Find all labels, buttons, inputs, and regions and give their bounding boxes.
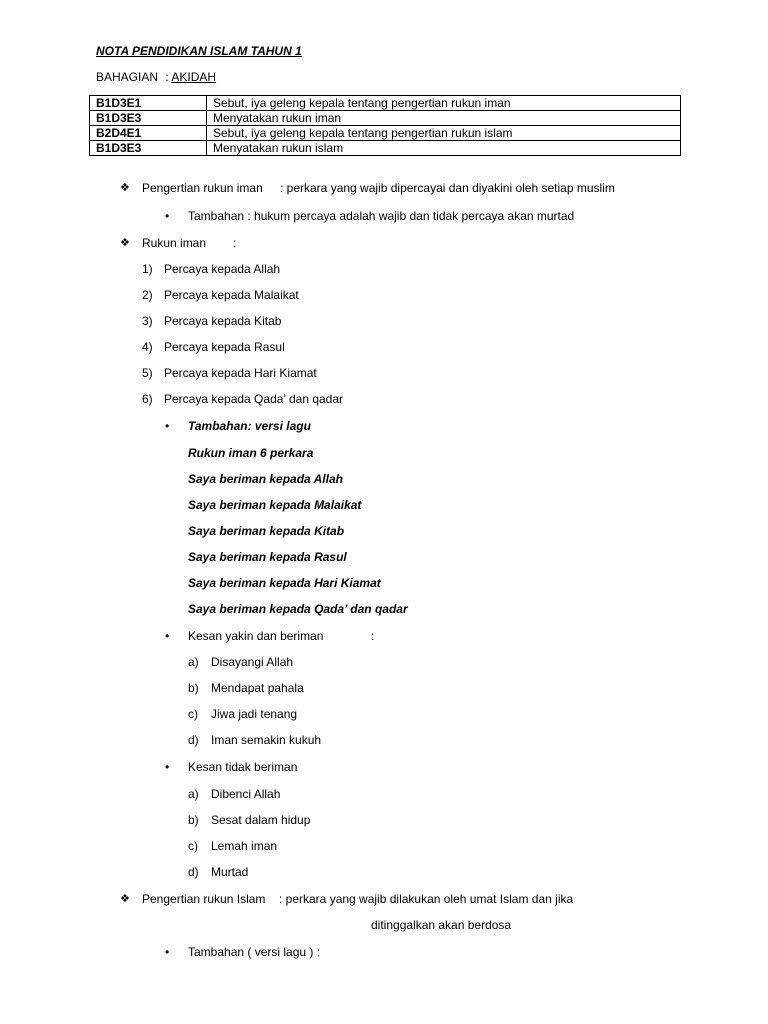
table-row xyxy=(90,96,681,111)
page-title: NOTA PENDIDIKAN ISLAM TAHUN 1 xyxy=(96,44,302,58)
list-letter: b) xyxy=(188,681,199,695)
list-number: 6) xyxy=(142,392,153,406)
standard-desc: Sebut, iya geleng kepala tentang pengertian rukun islam xyxy=(207,126,681,141)
diamond-bullet-icon: ❖ xyxy=(120,182,130,194)
pengertian-iman-tambahan: Tambahan : hukum percaya adalah wajib dan tidak percaya akan murtad xyxy=(188,209,575,223)
kesan-tidak-label: Kesan tidak beriman xyxy=(188,760,298,774)
lagu-line: Saya beriman kepada Allah xyxy=(188,472,343,486)
list-item: Lemah iman xyxy=(211,839,278,853)
lagu-line: Saya beriman kepada Rasul xyxy=(188,550,347,564)
list-letter: d) xyxy=(188,865,199,879)
standard-desc: Menyatakan rukun islam xyxy=(207,141,681,156)
list-item: Percaya kepada Hari Kiamat xyxy=(164,366,317,380)
standard-code: B1D3E1 xyxy=(90,96,207,111)
standard-code: B2D4E1 xyxy=(90,126,207,141)
list-item: Percaya kepada Allah xyxy=(164,262,281,276)
standard-desc: Sebut, iya geleng kepala tentang pengertian rukun iman xyxy=(207,96,681,111)
section-value: AKIDAH xyxy=(171,70,217,84)
section-colon: : xyxy=(165,70,169,84)
kesan-yakin-colon: : xyxy=(371,629,375,643)
lagu-line: Saya beriman kepada Hari Kiamat xyxy=(188,576,381,590)
list-letter: c) xyxy=(188,839,198,853)
pengertian-islam-text: : perkara yang wajib dilakukan oleh umat Islam dan jika xyxy=(279,892,574,906)
pengertian-islam-tambahan: Tambahan ( versi lagu ) : xyxy=(188,945,321,959)
table-row xyxy=(90,141,681,156)
list-item: Jiwa jadi tenang xyxy=(211,707,298,721)
lagu-line: Rukun iman 6 perkara xyxy=(188,446,314,460)
list-number: 3) xyxy=(142,314,153,328)
pengertian-islam-text-cont: ditinggalkan akan berdosa xyxy=(371,918,512,932)
list-number: 2) xyxy=(142,288,153,302)
list-item: Iman semakin kukuh xyxy=(211,733,322,747)
table-row xyxy=(90,111,681,126)
list-letter: a) xyxy=(188,787,199,801)
list-item: Murtad xyxy=(211,865,249,879)
standard-desc: Menyatakan rukun iman xyxy=(207,111,681,126)
list-item: Mendapat pahala xyxy=(211,681,304,695)
dot-bullet-icon: • xyxy=(165,419,170,433)
standards-table xyxy=(89,95,681,156)
pengertian-iman-label: Pengertian rukun iman xyxy=(142,181,263,195)
list-item: Sesat dalam hidup xyxy=(211,813,311,827)
list-number: 4) xyxy=(142,340,153,354)
dot-bullet-icon: • xyxy=(165,629,170,643)
dot-bullet-icon: • xyxy=(165,945,170,959)
kesan-yakin-label: Kesan yakin dan beriman xyxy=(188,629,324,643)
diamond-bullet-icon: ❖ xyxy=(120,893,130,905)
diamond-bullet-icon: ❖ xyxy=(120,237,130,249)
list-number: 1) xyxy=(142,262,153,276)
lagu-line: Saya beriman kepada Malaikat xyxy=(188,498,362,512)
pengertian-islam-label: Pengertian rukun Islam xyxy=(142,892,266,906)
lagu-line: Saya beriman kepada Kitab xyxy=(188,524,345,538)
section-line xyxy=(96,70,216,84)
list-number: 5) xyxy=(142,366,153,380)
rukun-iman-colon: : xyxy=(233,236,237,250)
list-item: Percaya kepada Kitab xyxy=(164,314,282,328)
dot-bullet-icon: • xyxy=(165,760,170,774)
dot-bullet-icon: • xyxy=(165,209,170,223)
standard-code: B1D3E3 xyxy=(90,141,207,156)
list-item: Dibenci Allah xyxy=(211,787,281,801)
rukun-iman-label: Rukun iman xyxy=(142,236,207,250)
standard-code: B1D3E3 xyxy=(90,111,207,126)
pengertian-iman-text: : perkara yang wajib dipercayai dan diyakini oleh setiap muslim xyxy=(280,181,615,195)
lagu-line: Tambahan: versi lagu xyxy=(188,419,311,433)
table-row xyxy=(90,126,681,141)
list-item: Percaya kepada Malaikat xyxy=(164,288,299,302)
list-letter: b) xyxy=(188,813,199,827)
section-label: BAHAGIAN xyxy=(96,70,159,84)
list-item: Percaya kepada Rasul xyxy=(164,340,285,354)
list-item: Percaya kepada Qada’ dan qadar xyxy=(164,392,344,406)
list-letter: d) xyxy=(188,733,199,747)
lagu-line: Saya beriman kepada Qada’ dan qadar xyxy=(188,602,408,616)
list-letter: c) xyxy=(188,707,198,721)
list-letter: a) xyxy=(188,655,199,669)
list-item: Disayangi Allah xyxy=(211,655,294,669)
